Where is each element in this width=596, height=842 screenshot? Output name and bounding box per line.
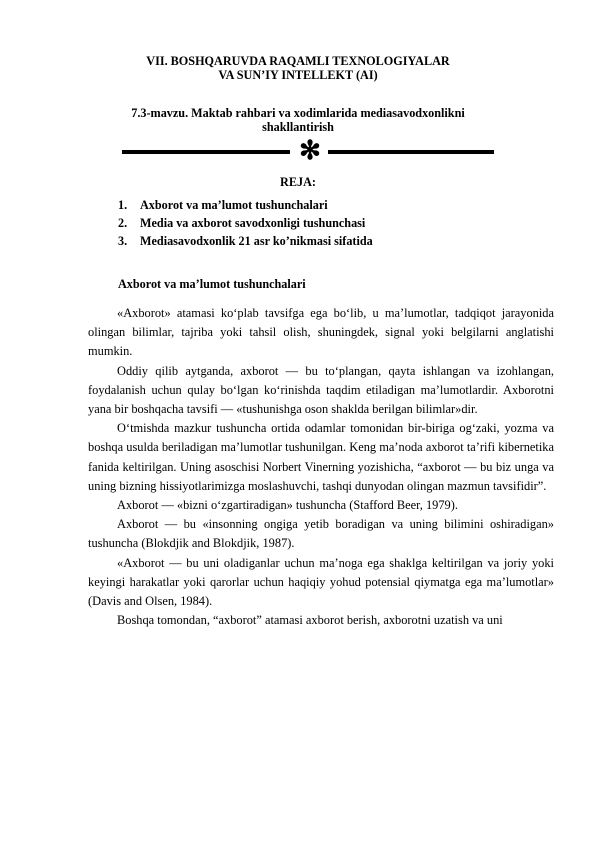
paragraph: Oddiy qilib aytganda, axborot — bu toʻplangan, qayta ishlangan va izohlangan, foydalanish uchun qulay boʻlgan koʻrinishda taqdim etiladigan maʼlumotlardir. Axborotni yana bir boshqacha tavsifi — «tushunishga oson shaklda berilgan bilimlar»dir. — [88, 363, 554, 417]
paragraph: «Axborot» atamasi koʻplab tavsifga ega boʻlib, u maʼlumotlar, tadqiqot jarayonida olingan bilimlar, tajriba yoki tahsil olish, shuningdek, signal yoki belgilarni anglatishi mumkin. — [88, 306, 554, 359]
plan-item-number: 1. — [118, 198, 128, 212]
section-title: Axborot va ma’lumot tushunchalari — [118, 277, 306, 291]
plan-item-number: 3. — [118, 234, 128, 248]
plan-item-number: 2. — [118, 216, 128, 230]
plan-item-text: Axborot va ma’lumot tushunchalari — [140, 198, 328, 212]
paragraph: Axborot — «bizni oʻzgartiradigan» tushuncha (Stafford Beer, 1979). — [117, 498, 458, 513]
paragraph: Boshqa tomondan, “axborot” atamasi axborot berish, axborotni uzatish va uni — [117, 613, 503, 628]
paragraph: Axborot — bu «insonning ongiga yetib boradigan va uning bilimini oshiradigan» tushuncha (Blokdjik and Blokdjik, 1987). — [88, 517, 554, 551]
plan-item-3 — [118, 234, 373, 248]
ornamental-divider — [122, 136, 494, 165]
divider-bar-left — [122, 150, 290, 154]
topic-title-line-1: 7.3-mavzu. Maktab rahbari va xodimlarida mediasavodxonlikni — [131, 106, 465, 120]
plan-item-1 — [118, 198, 328, 212]
plan-item-2 — [118, 216, 365, 230]
topic-title-line-2: shakllantirish — [262, 120, 334, 134]
chapter-title-line-1: VII. BOSHQARUVDA RAQAMLI TEXNOLOGIYALAR — [146, 54, 450, 68]
paragraph: «Axborot — bu uni oladiganlar uchun maʼnoga ega shaklga keltirilgan va joriy yoki keyingi harakatlar yoki qarorlar uchun haqiqiy yohud potensial qiymatga ega maʼlumotlar» (Davis and Olsen, 1984). — [88, 555, 554, 609]
plan-item-text: Mediasavodxonlik 21 asr ko’nikmasi sifatida — [140, 234, 373, 248]
plan-heading: REJA: — [280, 175, 316, 189]
plan-item-text: Media va axborot savodxonligi tushunchasi — [140, 216, 366, 230]
asterisk-ornament-icon: ✻ — [299, 136, 321, 165]
paragraph: Oʻtmishda mazkur tushuncha ortida odamlar tomonidan bir-biriga ogʻzaki, yozma va boshqa usulda beriladigan maʼlumotlar tushunilgan. Keng maʼnoda axborot taʼrifi kibernetika fanida keltirilgan. Uning asoschisi Norbert Vinerning yozishicha, “axborot — bu biz unga va uning bizning hissiyotlarimizga moslashuvchi, tashqi dunyodan olingan mazmun tavsifidir”. — [88, 421, 554, 493]
body-text — [88, 304, 554, 630]
chapter-title-line-2: VA SUN’IY INTELLEKT (AI) — [218, 68, 378, 82]
divider-bar-right — [328, 150, 494, 154]
